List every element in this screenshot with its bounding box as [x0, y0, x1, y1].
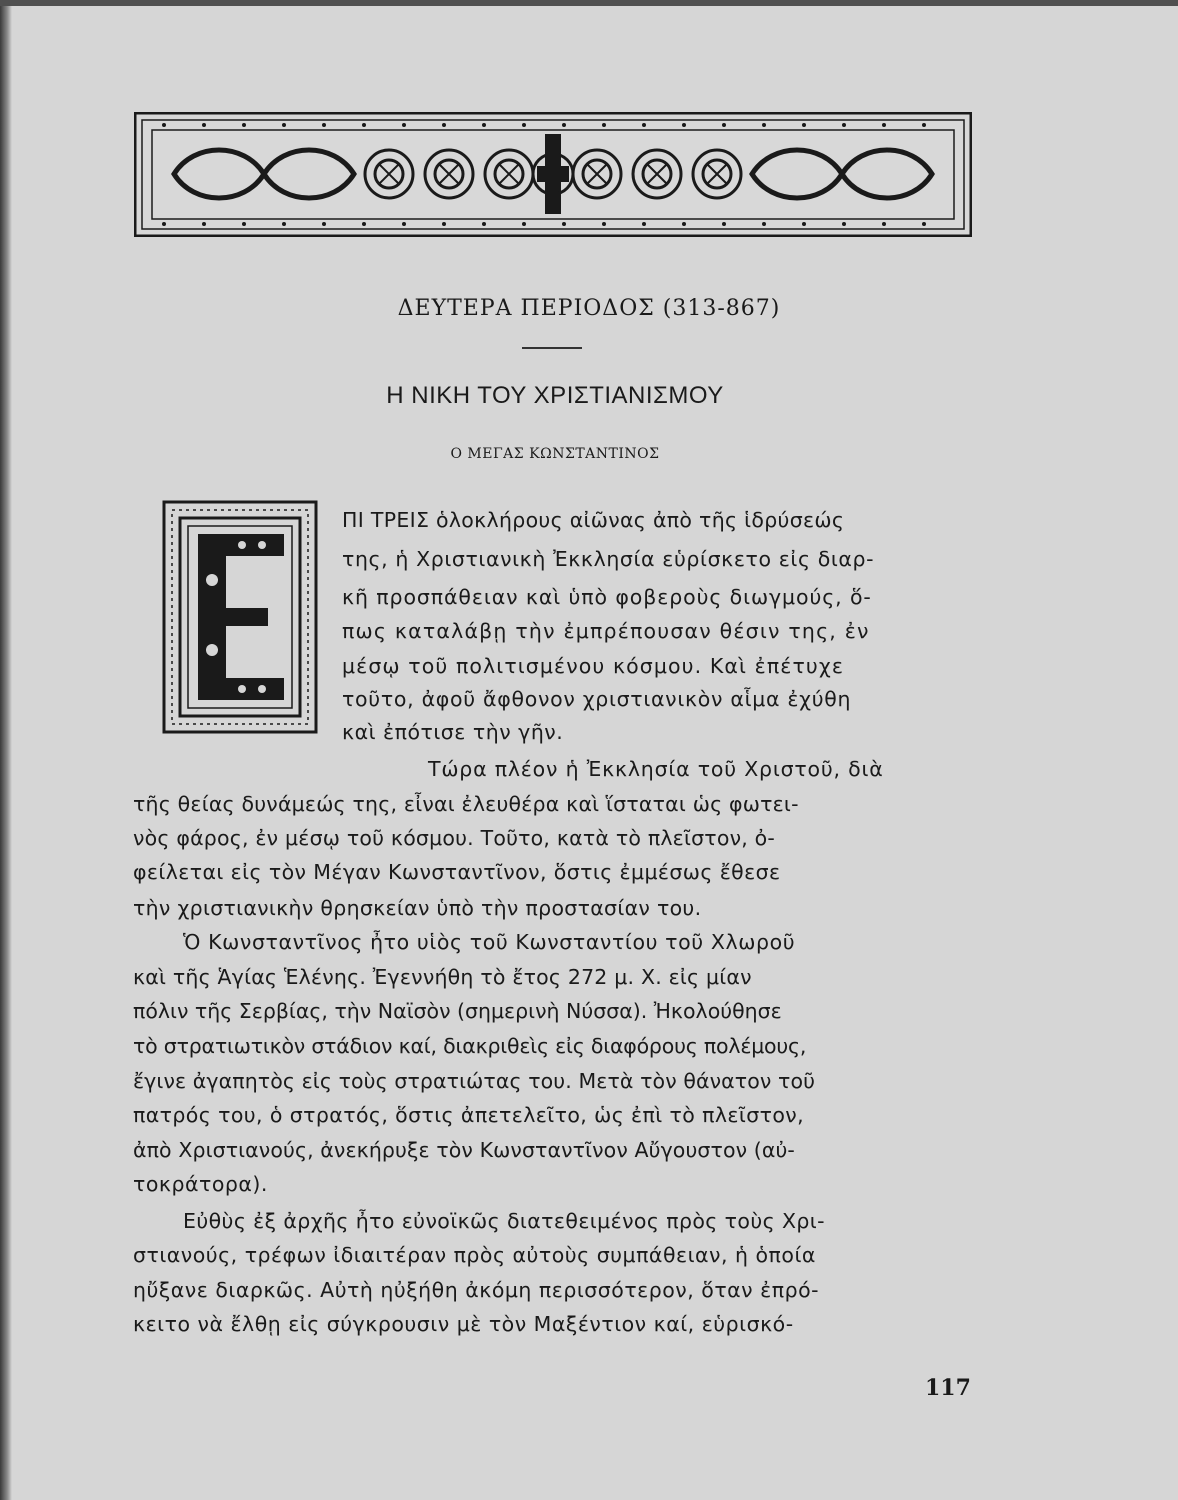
text-line: ἀπὸ Χριστιανούς, ἀνεκήρυξε τὸν Κωνσταντῖνον Αὔγουστον (αὐ- — [133, 1138, 795, 1162]
text-line: της, ἡ Χριστιανικὴ Ἐκκλησία εὑρίσκετο εἰς διαρ- — [342, 547, 875, 571]
text-line: τοκράτορα). — [133, 1172, 268, 1196]
page-number: 117 — [925, 1375, 971, 1401]
text-line: τῆς θείας δυνάμεώς της, εἶναι ἐλευθέρα καὶ ἵσταται ὡς φωτει- — [133, 792, 799, 816]
initial-letter: Ε — [229, 628, 251, 663]
text-line: καὶ ἐπότισε τὴν γῆν. — [342, 720, 564, 744]
section-subtitle: Ο ΜΕΓΑΣ ΚΩΝΣΤΑΝΤΙΝΟΣ — [450, 446, 660, 462]
text-line: στιανούς, τρέφων ἰδιαιτέραν πρὸς αὐτοὺς συμπάθειαν, ἡ ὁποία — [133, 1243, 816, 1267]
illuminated-initial-epsilon — [162, 500, 318, 734]
text-line: μέσῳ τοῦ πολιτισμένου κόσμου. Καὶ ἐπέτυχε — [342, 654, 845, 678]
book-spine-shadow — [0, 0, 12, 1500]
text-line: ΠΙ ΤΡΕΙΣ ὁλοκλήρους αἰῶνας ἀπὸ τῆς ἱδρύσεώς — [342, 508, 845, 532]
text-line: Εὐθὺς ἐξ ἀρχῆς ἦτο εὐνοϊκῶς διατεθειμένος πρὸς τοὺς Χρι- — [183, 1209, 825, 1233]
chapter-title: Η ΝΙΚΗ ΤΟΥ ΧΡΙΣΤΙΑΝΙΣΜΟΥ — [386, 382, 724, 409]
heading-divider — [522, 347, 582, 349]
text-line: Ὁ Κωνσταντῖνος ἦτο υἱὸς τοῦ Κωνσταντίου τοῦ Χλωροῦ — [183, 930, 796, 954]
ornamental-header-band — [134, 112, 972, 237]
text-line: νὸς φάρος, ἐν μέσῳ τοῦ κόσμου. Τοῦτο, κατὰ τὸ πλεῖστον, ὀ- — [133, 826, 776, 850]
text-line: τοῦτο, ἀφοῦ ἄφθονον χριστιανικὸν αἷμα ἐχύθη — [342, 687, 852, 711]
text-line: φείλεται εἰς τὸν Μέγαν Κωνσταντῖνον, ὅστις ἐμμέσως ἔθεσε — [133, 860, 781, 884]
text-line: κῆ προσπάθειαν καὶ ὑπὸ φοβεροὺς διωγμούς, ὅ- — [342, 585, 872, 609]
period-heading: ΔΕΥΤΕΡΑ ΠΕΡΙΟΔΟΣ (313-867) — [397, 296, 781, 321]
text-line: πως καταλάβῃ τὴν ἐμπρέπουσαν θέσιν της, ἐν — [342, 619, 870, 643]
text-line: ηὔξανε διαρκῶς. Αὐτὴ ηὐξήθη ἀκόμη περισσότερον, ὅταν ἐπρό- — [133, 1278, 820, 1302]
text-line: καὶ τῆς Ἁγίας Ἑλένης. Ἐγεννήθη τὸ ἔτος 272 μ. Χ. εἰς μίαν — [133, 965, 752, 989]
text-line: Τώρα πλέον ἡ Ἐκκλησία τοῦ Χριστοῦ, διὰ — [428, 757, 884, 781]
text-line: πατρός του, ὁ στρατός, ὅστις ἀπετελεῖτο, ὡς ἐπὶ τὸ πλεῖστον, — [133, 1103, 805, 1127]
text-line: ἔγινε ἀγαπητὸς εἰς τοὺς στρατιώτας του. Μετὰ τὸν θάνατον τοῦ — [133, 1069, 816, 1093]
text-line: τὸ στρατιωτικὸν στάδιον καί, διακριθεὶς εἰς διαφόρους πολέμους, — [133, 1034, 807, 1058]
top-edge-shadow — [0, 0, 1178, 6]
text-line: κειτο νὰ ἔλθῃ εἰς σύγκρουσιν μὲ τὸν Μαξέντιον καί, εὑρισκό- — [133, 1312, 794, 1336]
text-line: πόλιν τῆς Σερβίας, τὴν Ναϊσὸν (σημερινὴ Νύσσα). Ἠκολούθησε — [133, 999, 782, 1023]
text-line: τὴν χριστιανικὴν θρησκείαν ὑπὸ τὴν προστασίαν του. — [133, 896, 702, 920]
